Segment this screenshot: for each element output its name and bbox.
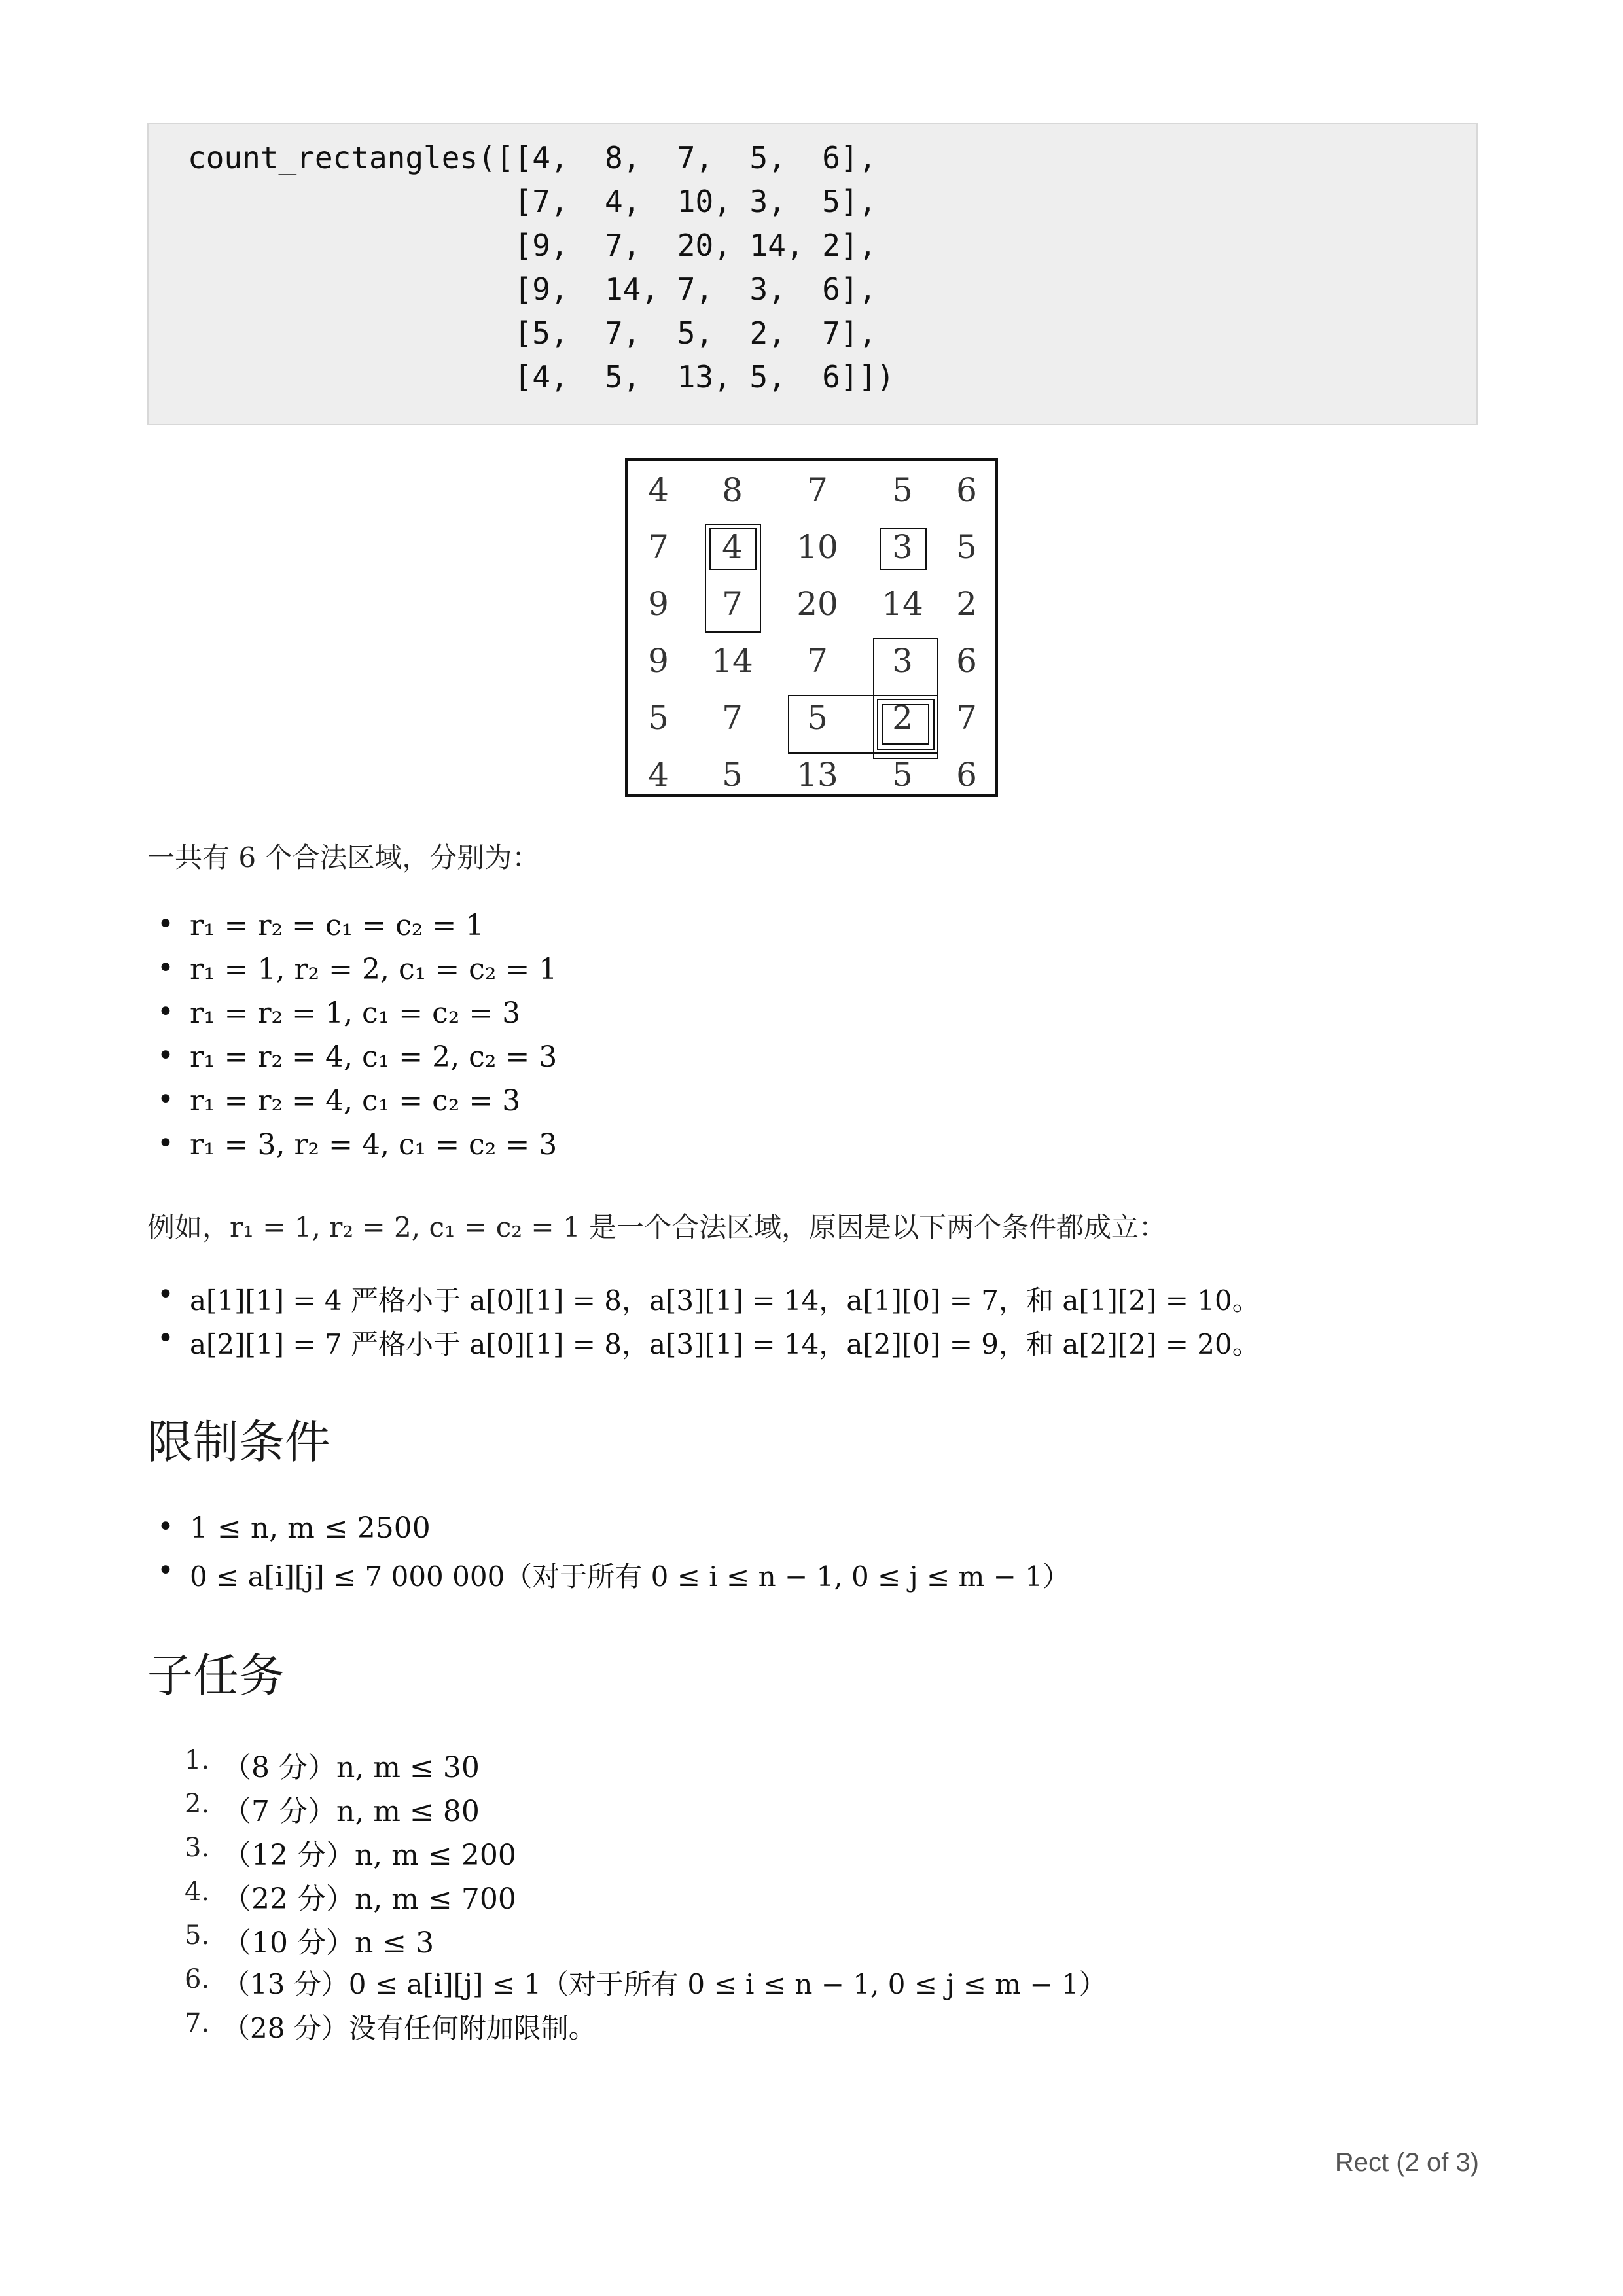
list-item: • a[1][1] = 4 严格小于 a[0][1] = 8，a[3][1] = 14，a[1][0] = 7，和 a[1][2] = 10。 [190,1279,1260,1318]
page-footer: Rect (2 of 3) [1334,2148,1479,2177]
list-item: （22 分）n, m ≤ 700 [223,1882,516,1916]
matrix-figure [625,458,998,797]
code-line: [5, 7, 5, 2, 7], [188,315,877,351]
region-rect [880,528,927,570]
list-item: （10 分）n ≤ 3 [223,1926,435,1960]
matrix-cell: 5 [892,756,913,794]
example-text: 例如，r₁ = 1, r₂ = 2, c₁ = c₂ = 1 是一个合法区域，原因是以下两个条件都成立： [147,1211,1167,1243]
list-item: （13 分）0 ≤ a[i][j] ≤ 1（对于所有 0 ≤ i ≤ n − 1, 0 ≤ j ≤ m − 1） [223,1968,1107,2000]
matrix-cell: 8 [722,471,743,509]
matrix-cell: 6 [956,642,977,680]
matrix-cell: 20 [796,585,838,623]
list-number: 1. [185,1745,210,1775]
matrix-cell: 10 [796,528,838,566]
list-item: （12 分）n, m ≤ 200 [223,1839,516,1872]
list-number: 6. [185,1964,210,1994]
list-item: • 0 ≤ a[i][j] ≤ 7 000 000（对于所有 0 ≤ i ≤ n − 1, 0 ≤ j ≤ m − 1） [190,1555,1070,1595]
code-line: [9, 7, 20, 14, 2], [188,228,877,263]
matrix-cell: 4 [648,471,669,509]
matrix-cell: 3 [892,642,913,680]
list-number: 3. [185,1833,210,1863]
list-item: • r₁ = r₂ = c₁ = c₂ = 1 [190,909,484,942]
code-line: count_rectangles([[4, 8, 7, 5, 6], [188,140,877,175]
matrix-cell: 7 [722,585,743,623]
matrix-cell: 4 [648,756,669,794]
matrix-cell: 7 [807,471,828,509]
list-item: • a[2][1] = 7 严格小于 a[0][1] = 8，a[3][1] = 14，a[2][0] = 9，和 a[2][2] = 20。 [190,1323,1260,1362]
code-line: [7, 4, 10, 3, 5], [188,184,877,219]
list-item: • r₁ = 3, r₂ = 4, c₁ = c₂ = 3 [190,1128,557,1161]
list-number: 2. [185,1789,210,1819]
matrix-cell: 2 [892,699,913,737]
list-item: • r₁ = r₂ = 4, c₁ = c₂ = 3 [190,1084,520,1118]
matrix-cell: 7 [956,699,977,737]
matrix-cell: 14 [711,642,753,680]
region-rect [709,528,757,570]
matrix-cell: 9 [648,642,669,680]
list-item: • r₁ = 1, r₂ = 2, c₁ = c₂ = 1 [190,953,557,986]
list-number: 7. [185,2008,210,2038]
list-number: 4. [185,1877,210,1907]
matrix-cell: 7 [807,642,828,680]
matrix-cell: 5 [956,528,977,566]
matrix-cell: 7 [722,699,743,737]
list-item: （7 分）n, m ≤ 80 [223,1795,480,1828]
list-number: 5. [185,1920,210,1951]
matrix-cell: 5 [892,471,913,509]
list-item: • 1 ≤ n, m ≤ 2500 [190,1511,431,1545]
matrix-cell: 14 [882,585,923,623]
matrix-cell: 3 [892,528,913,566]
matrix-cell: 4 [722,528,743,566]
matrix-cell: 13 [796,756,838,794]
matrix-cell: 6 [956,471,977,509]
subtasks-heading: 子任务 [147,1649,285,1703]
matrix-cell: 7 [648,528,669,566]
matrix-cell: 5 [648,699,669,737]
region-rect [882,704,929,745]
list-item: （28 分）没有任何附加限制。 [223,2012,596,2044]
matrix-cell: 6 [956,756,977,794]
code-line: [4, 5, 13, 5, 6]]) [188,359,895,395]
list-item: • r₁ = r₂ = 4, c₁ = 2, c₂ = 3 [190,1040,557,1074]
code-line: [9, 14, 7, 3, 6], [188,272,877,307]
constraints-heading: 限制条件 [147,1415,330,1469]
matrix-cell: 2 [956,585,977,623]
list-item: （8 分）n, m ≤ 30 [223,1751,480,1784]
intro-text: 一共有 6 个合法区域，分别为： [147,841,540,874]
matrix-cell: 9 [648,585,669,623]
matrix-cell: 5 [722,756,743,794]
matrix-cell: 5 [807,699,828,737]
list-item: • r₁ = r₂ = 1, c₁ = c₂ = 3 [190,997,520,1030]
code-block [147,123,1478,425]
